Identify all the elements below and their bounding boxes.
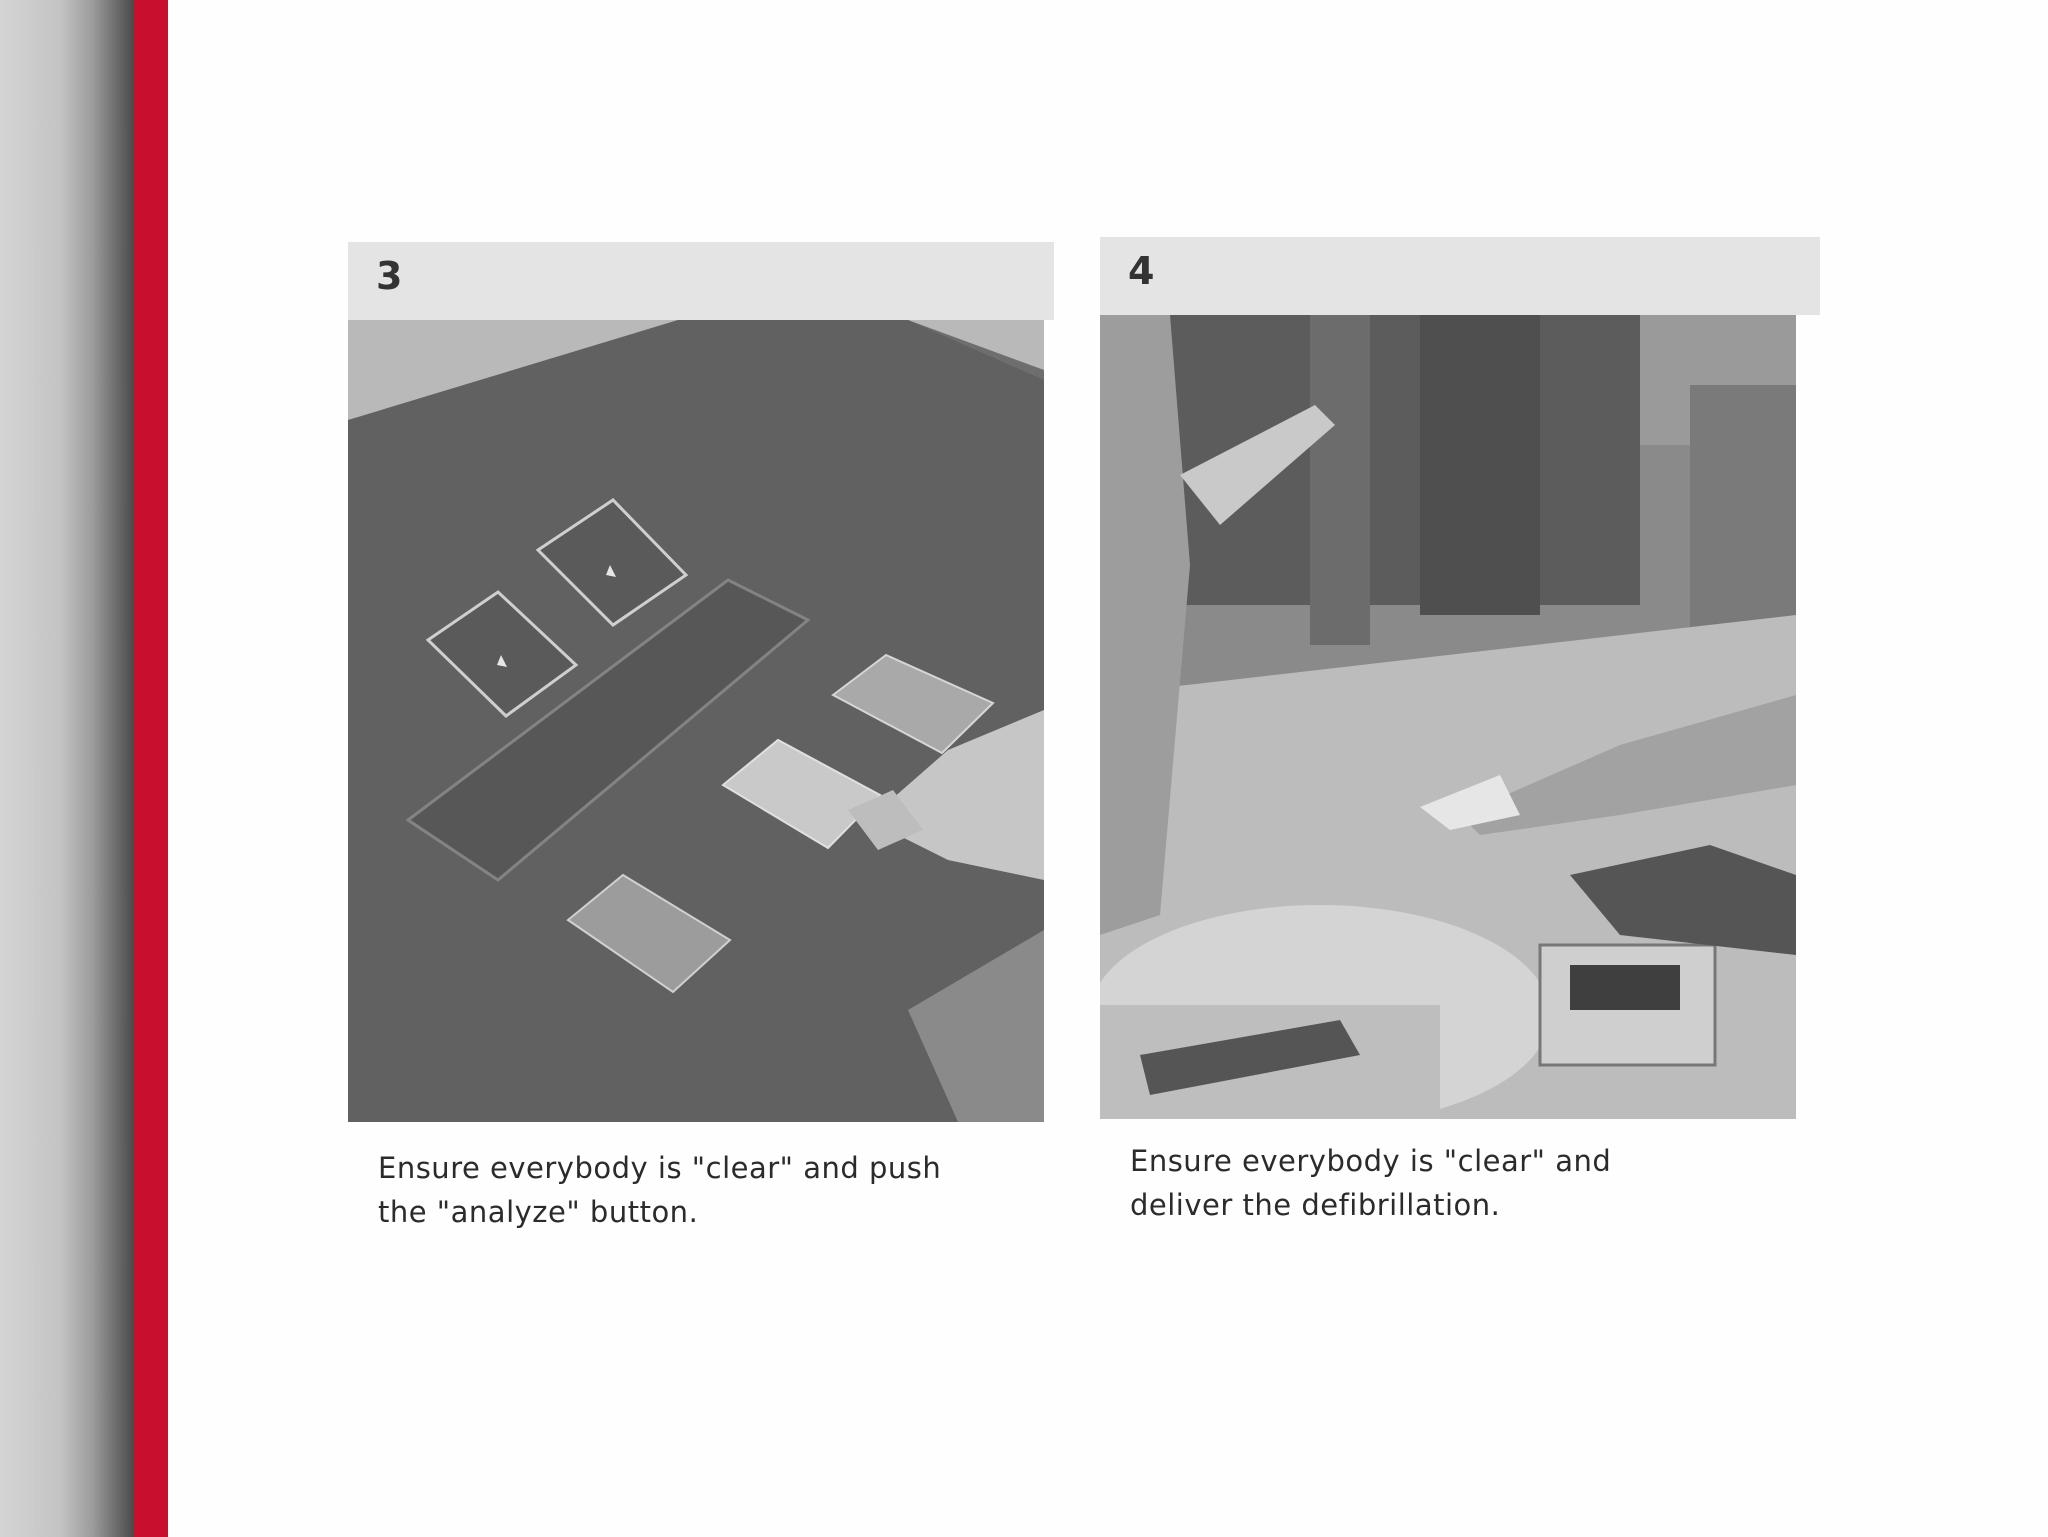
caption-line: Ensure everybody is "clear" and xyxy=(1130,1144,1612,1178)
analyze-button-photo-illustration xyxy=(348,320,1044,1122)
step-caption-3 xyxy=(378,1146,1078,1234)
caption-line: Ensure everybody is "clear" and push xyxy=(378,1151,942,1185)
step-header xyxy=(348,242,1054,320)
step-photo-shock xyxy=(1100,315,1796,1119)
defibrillation-photo-illustration xyxy=(1100,315,1796,1119)
left-gray-margin xyxy=(0,0,134,1537)
red-accent-bar xyxy=(134,0,168,1537)
step-panel-3 xyxy=(348,242,1054,1122)
caption-line: deliver the defibrillation. xyxy=(1130,1188,1501,1222)
page xyxy=(168,0,2048,1537)
step-number: 3 xyxy=(376,254,403,298)
step-panel-4 xyxy=(1100,237,1820,1119)
step-number: 4 xyxy=(1128,249,1155,293)
step-photo-analyze xyxy=(348,320,1044,1122)
step-header xyxy=(1100,237,1820,315)
caption-line: the "analyze" button. xyxy=(378,1195,699,1229)
step-caption-4 xyxy=(1130,1139,1830,1227)
